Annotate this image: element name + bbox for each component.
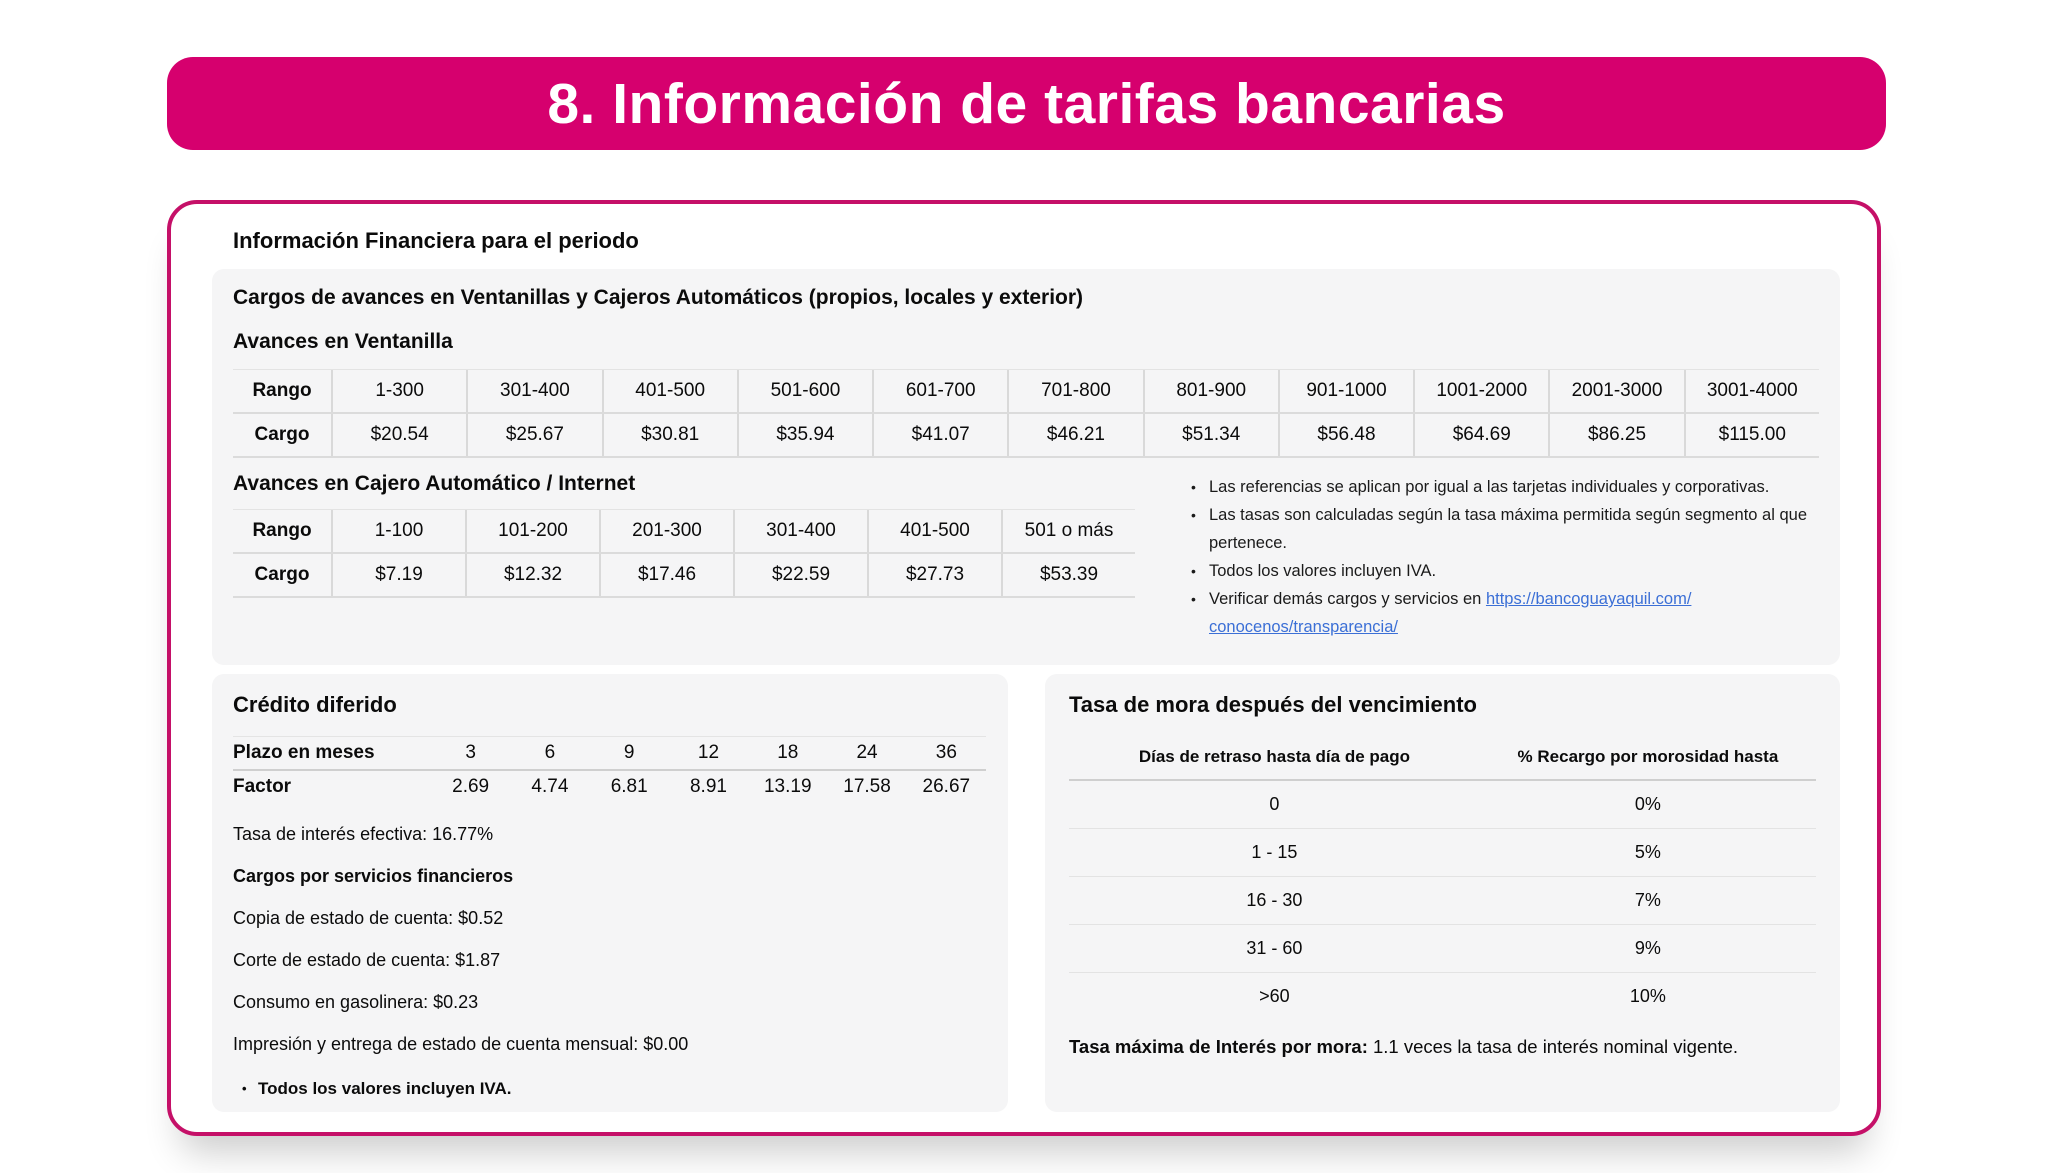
rate-cell: 0% bbox=[1634, 794, 1661, 814]
mora-table-row bbox=[1069, 877, 1816, 925]
info-card bbox=[167, 200, 1881, 1136]
fee-line: Consumo en gasolinera: $0.23 bbox=[233, 992, 479, 1012]
credito-panel bbox=[212, 674, 1008, 1112]
days-cell: 31 - 60 bbox=[1246, 938, 1303, 958]
charge-cell: $22.59 bbox=[733, 554, 867, 596]
mora-table-row bbox=[1069, 829, 1816, 877]
mora-rows bbox=[1069, 781, 1816, 1020]
charge-cell: $86.25 bbox=[1548, 414, 1683, 456]
avances-section-title: Cargos de avances en Ventanillas y Cajeros Automáticos (propios, locales y exterior) bbox=[233, 286, 1084, 309]
charge-cell: $53.39 bbox=[1001, 554, 1135, 596]
cajero-table bbox=[233, 509, 1135, 598]
mora-max-label: Tasa máxima de Interés por mora: bbox=[1069, 1036, 1368, 1057]
range-cell: 101-200 bbox=[465, 510, 599, 552]
range-cell: 1-300 bbox=[331, 370, 466, 412]
range-cell: 2001-3000 bbox=[1548, 370, 1683, 412]
charge-cell: $56.48 bbox=[1278, 414, 1413, 456]
charge-cell: $17.46 bbox=[599, 554, 733, 596]
transparencia-link[interactable]: https://bancoguayaquil.com/ conocenos/transparencia/ bbox=[1209, 590, 1692, 636]
cajero-cargo-row bbox=[233, 552, 1135, 596]
charge-cell: $25.67 bbox=[466, 414, 601, 456]
plazo-row-label: Plazo en meses bbox=[233, 742, 375, 763]
cajero-block bbox=[233, 472, 1135, 641]
note-text: Las tasas son calculadas según la tasa máxima permitida según segmento al que pertenece. bbox=[1209, 506, 1808, 552]
card-heading: Información Financiera para el periodo bbox=[233, 228, 639, 253]
factor-cell: 6.81 bbox=[610, 776, 648, 797]
charge-cell: $7.19 bbox=[331, 554, 465, 596]
cargo-row-label: Cargo bbox=[254, 424, 310, 445]
avances-panel bbox=[212, 269, 1840, 665]
mora-col1-header: Días de retraso hasta día de pago bbox=[1138, 747, 1410, 766]
page-title: 8. Información de tarifas bancarias bbox=[547, 71, 1506, 136]
range-cell: 201-300 bbox=[599, 510, 733, 552]
range-cell: 301-400 bbox=[733, 510, 867, 552]
plazo-cell: 36 bbox=[935, 742, 957, 763]
mora-table-row bbox=[1069, 973, 1816, 1020]
cajero-and-notes-row bbox=[233, 472, 1819, 641]
cajero-subtitle: Avances en Cajero Automático / Internet bbox=[233, 472, 636, 495]
note-item bbox=[1191, 473, 1819, 501]
ventanilla-subtitle: Avances en Ventanilla bbox=[233, 330, 453, 353]
bullet-icon: • bbox=[1191, 563, 1196, 579]
range-cell: 401-500 bbox=[602, 370, 737, 412]
charge-cell: $51.34 bbox=[1143, 414, 1278, 456]
note-text: Todos los valores incluyen IVA. bbox=[1209, 562, 1437, 580]
mora-table-row bbox=[1069, 925, 1816, 973]
factor-cell: 17.58 bbox=[843, 776, 891, 797]
mora-max-note bbox=[1069, 1032, 1769, 1061]
note-item bbox=[1191, 557, 1819, 585]
charge-cell: $12.32 bbox=[465, 554, 599, 596]
range-cell: 1001-2000 bbox=[1413, 370, 1548, 412]
factor-row bbox=[233, 771, 986, 803]
plazo-cell: 3 bbox=[465, 742, 476, 763]
days-cell: 1 - 15 bbox=[1251, 842, 1298, 862]
range-cell: 3001-4000 bbox=[1684, 370, 1819, 412]
plazo-cell: 24 bbox=[856, 742, 878, 763]
charge-cell: $35.94 bbox=[737, 414, 872, 456]
bullet-icon: • bbox=[1191, 479, 1196, 495]
charge-cell: $64.69 bbox=[1413, 414, 1548, 456]
mora-table-row bbox=[1069, 781, 1816, 829]
credito-table bbox=[233, 736, 986, 803]
fee-line: Impresión y entrega de estado de cuenta mensual: $0.00 bbox=[233, 1034, 689, 1054]
tasa-efectiva-text: Tasa de interés efectiva: 16.77% bbox=[233, 824, 494, 844]
ventanilla-table bbox=[233, 369, 1819, 458]
charge-cell: $20.54 bbox=[331, 414, 466, 456]
charge-cell: $115.00 bbox=[1684, 414, 1819, 456]
mora-table bbox=[1069, 738, 1816, 1020]
rate-cell: 7% bbox=[1634, 890, 1661, 910]
bullet-icon: • bbox=[1191, 591, 1196, 607]
fee-line: Corte de estado de cuenta: $1.87 bbox=[233, 950, 501, 970]
plazo-row bbox=[233, 737, 986, 771]
ventanilla-rango-row bbox=[233, 370, 1819, 412]
days-cell: 16 - 30 bbox=[1246, 890, 1303, 910]
fee-line: Copia de estado de cuenta: $0.52 bbox=[233, 908, 504, 928]
range-cell: 801-900 bbox=[1143, 370, 1278, 412]
days-cell: >60 bbox=[1259, 986, 1290, 1006]
notes-list bbox=[1191, 472, 1819, 641]
bottom-panels bbox=[212, 674, 1840, 1112]
charge-cell: $27.73 bbox=[867, 554, 1001, 596]
charge-cell: $30.81 bbox=[602, 414, 737, 456]
credito-title: Crédito diferido bbox=[233, 692, 397, 717]
factor-cell: 4.74 bbox=[531, 776, 569, 797]
ventanilla-cargo-row bbox=[233, 412, 1819, 456]
factor-row-label: Factor bbox=[233, 776, 292, 797]
note-text: Las referencias se aplican por igual a las tarjetas individuales y corporativas. bbox=[1209, 478, 1770, 496]
mora-title: Tasa de mora después del vencimiento bbox=[1069, 692, 1477, 717]
range-cell: 301-400 bbox=[466, 370, 601, 412]
days-cell: 0 bbox=[1269, 794, 1280, 814]
mora-col2-header: % Recargo por morosidad hasta bbox=[1517, 747, 1779, 766]
rango-row-label: Rango bbox=[252, 520, 312, 541]
factor-cell: 13.19 bbox=[763, 776, 812, 797]
range-cell: 1-100 bbox=[331, 510, 465, 552]
mora-header-row bbox=[1069, 738, 1816, 781]
range-cell: 701-800 bbox=[1007, 370, 1142, 412]
range-cell: 401-500 bbox=[867, 510, 1001, 552]
bullet-icon: • bbox=[242, 1081, 247, 1096]
note-text: Verificar demás cargos y servicios en https://bancoguayaquil.com/ conocenos/transparencia/ bbox=[1209, 590, 1692, 636]
plazo-cell: 6 bbox=[544, 742, 556, 763]
charge-cell: $46.21 bbox=[1007, 414, 1142, 456]
cargo-row-label: Cargo bbox=[254, 564, 310, 585]
rate-cell: 9% bbox=[1634, 938, 1661, 958]
nota-iva bbox=[233, 1079, 987, 1099]
nota-iva-text: Todos los valores incluyen IVA. bbox=[258, 1079, 512, 1098]
factor-cell: 26.67 bbox=[922, 776, 971, 797]
cajero-rango-row bbox=[233, 510, 1135, 552]
factor-cell: 2.69 bbox=[452, 776, 490, 797]
note-item bbox=[1191, 585, 1819, 641]
plazo-cell: 12 bbox=[697, 742, 720, 763]
rate-cell: 5% bbox=[1634, 842, 1661, 862]
bullet-icon: • bbox=[1191, 507, 1196, 523]
credito-items-list bbox=[233, 908, 987, 1055]
range-cell: 901-1000 bbox=[1278, 370, 1413, 412]
factor-cell: 8.91 bbox=[689, 776, 727, 797]
rate-cell: 10% bbox=[1629, 986, 1666, 1006]
plazo-cell: 9 bbox=[623, 742, 635, 763]
section-banner bbox=[167, 57, 1886, 150]
mora-panel bbox=[1045, 674, 1840, 1112]
charge-cell: $41.07 bbox=[872, 414, 1007, 456]
range-cell: 501-600 bbox=[737, 370, 872, 412]
plazo-cell: 18 bbox=[777, 742, 799, 763]
range-cell: 601-700 bbox=[872, 370, 1007, 412]
note-item bbox=[1191, 501, 1819, 557]
range-cell: 501 o más bbox=[1001, 510, 1135, 552]
rango-row-label: Rango bbox=[252, 380, 312, 401]
mora-max-text: 1.1 veces la tasa de interés nominal vigente. bbox=[1367, 1036, 1739, 1057]
cargos-servicios-title: Cargos por servicios financieros bbox=[233, 866, 514, 886]
